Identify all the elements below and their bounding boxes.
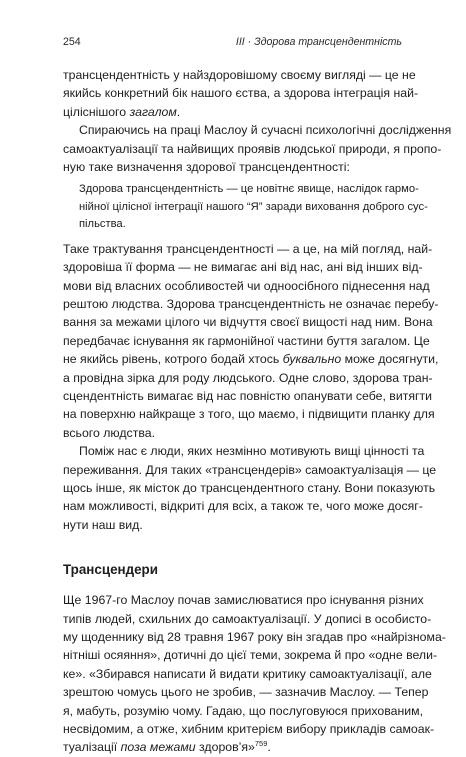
- text-line: ке». «Збирався написати й видати критику самоактуалізації, але: [63, 666, 432, 681]
- page-number: 254: [63, 36, 81, 48]
- paragraph: [63, 240, 439, 442]
- text-line: Таке трактування трансцендентності — а це, на мій погляд, най-: [63, 241, 433, 256]
- text-line: типів людей, схильних до самоактуалізації. У дописі в особисто-: [63, 611, 432, 626]
- text-line: рештою людства. Здорова трансцендентність не означає перебу-: [63, 297, 439, 312]
- page-body: [63, 66, 452, 757]
- text-line: несвідомим, а отже, хибним критерієм вибору прикладів самоак-: [63, 721, 435, 736]
- italic-text: поза межами: [120, 740, 196, 755]
- text-line: переживання. Для таких «трансцендерів» самоактуалізація — це: [63, 462, 437, 477]
- paragraph: [63, 121, 452, 176]
- paragraph: [63, 442, 437, 534]
- text-line: мови від власних особливостей чи одноосібного піднесення над: [63, 278, 430, 293]
- italic-text: загалом: [129, 104, 177, 119]
- section-heading: Трансцендери: [63, 562, 158, 578]
- text-line: нітніші осяяння», дотичні до цієї теми, зокрема й про «одне вели-: [63, 648, 438, 663]
- italic-text: буквально: [282, 352, 342, 367]
- definition-quote: [63, 181, 428, 233]
- text-line: якийсь конкретний бік нашого єства, а здорова інтеграція най-: [63, 86, 419, 101]
- text-line: Ще 1967-го Маслоу почав замислюватися про існування різних: [63, 593, 424, 608]
- text-line: нійної цілісної інтеграції нашого “Я” заради виховання доброго сус-: [79, 200, 428, 213]
- text-line: нути наш вид.: [63, 517, 143, 532]
- text-line: а провідна зірка для роду людського. Одне слово, здорова тран-: [63, 370, 433, 385]
- text-line: я, мабуть, розумію чому. Гадаю, що послуговуюся прихованим,: [63, 703, 424, 718]
- text-line: щось інше, як місток до трансцендентного стану. Вони показують: [63, 480, 436, 495]
- text-line: на поверхню найкраще з того, що маємо, і підвищити планку для: [63, 407, 435, 422]
- text-line: нам можливості, відкриті для всіх, а також те, чого може досяг-: [63, 499, 423, 514]
- text-line: трансцендентність у найздоровішому своєму вигляді — це не: [63, 68, 416, 82]
- paragraph: [63, 66, 419, 121]
- text-line: передбачає існування як гармонійної частини буття загалом. Це: [63, 333, 430, 348]
- text-line: сцендентність вимагає від нас повністю опанувати себе, витягти: [63, 389, 432, 404]
- text-line: Здорова трансцендентність — це новітнє явище, наслідок гармо-: [79, 183, 419, 196]
- text-line: пільства.: [79, 217, 126, 230]
- text-line: всього людства.: [63, 425, 155, 440]
- text-line: му щоденнику від 28 травня 1967 року він згадав про «найрізнома-: [63, 629, 446, 644]
- text-line: зрештою чомусь цього не зробив, — зазначив Маслоу. — Тепер: [63, 685, 429, 700]
- text-line: Спираючись на праці Маслоу й сучасні психологічні дослідження: [79, 123, 452, 138]
- text-line: вання за межами цілого чи відчуття своєї вищості над ним. Вона: [63, 315, 433, 330]
- text-line: ціліснішого загалом.: [63, 104, 181, 119]
- text-line: ную таке визначення здорової трансцендентності:: [63, 159, 350, 174]
- footnote-ref: 759: [254, 739, 268, 749]
- text-line: самоактуалізації та найвищих проявів людської природи, я пропо-: [63, 141, 442, 156]
- paragraph: [63, 591, 446, 757]
- text-line: здоровіша її форма — не вимагає ані від нас, ані від інших від-: [63, 260, 423, 275]
- text-line: Поміж нас є люди, яких незмінно мотивують вищі цінності та: [79, 444, 425, 459]
- text-line: туалізації поза межами здоров’я»$^{759}$.: [63, 739, 271, 755]
- text-line: не якийсь рівень, котрого бодай хтось буквально може досягнути,: [63, 352, 439, 367]
- running-header: III · Здорова трансцендентність: [235, 36, 402, 48]
